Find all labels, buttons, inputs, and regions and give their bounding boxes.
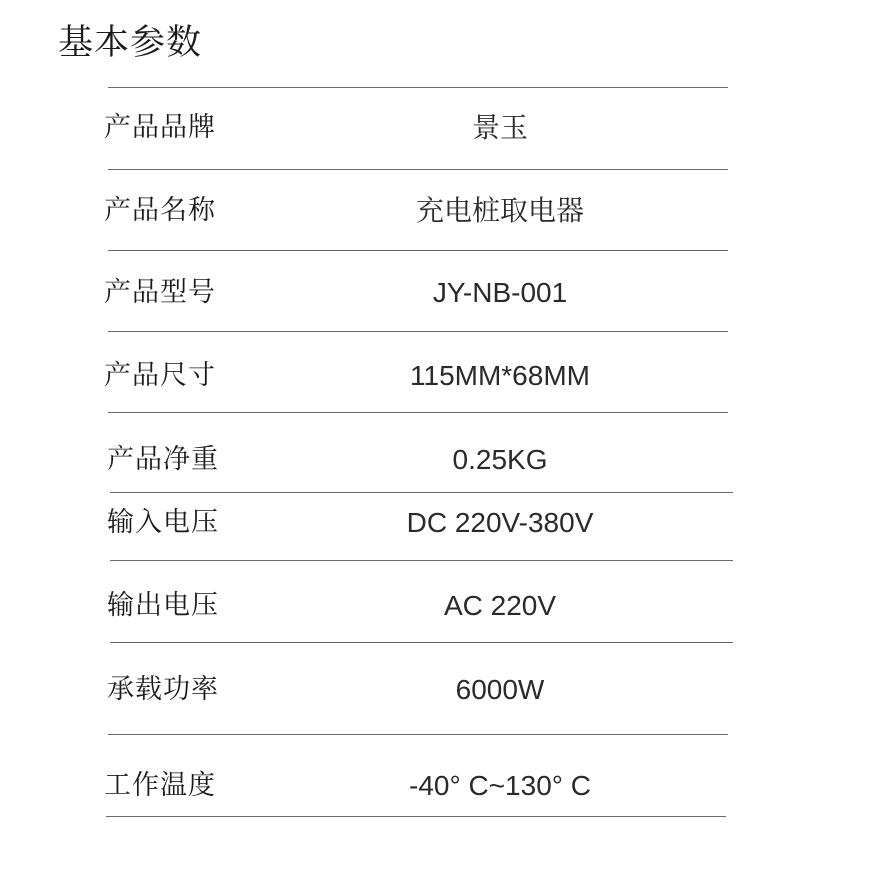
divider — [108, 87, 728, 88]
divider — [110, 492, 733, 493]
row-label: 产品名称 — [104, 195, 216, 226]
row-value: JY-NB-001 — [432, 277, 568, 308]
divider — [108, 412, 728, 413]
row-label: 承载功率 — [107, 674, 219, 705]
row-label: 输出电压 — [107, 590, 219, 621]
divider — [108, 734, 728, 735]
divider — [110, 642, 733, 643]
row-label: 产品净重 — [107, 444, 219, 475]
row-value: 6000W — [455, 674, 545, 705]
row-value: 115MM*68MM — [410, 360, 590, 391]
divider — [108, 331, 728, 332]
row-label: 工作温度 — [104, 770, 216, 801]
row-value: 充电桩取电器 — [415, 194, 584, 227]
row-value: -40° C~130° C — [409, 770, 591, 801]
row-value: DC 220V-380V — [406, 507, 594, 538]
row-value: 0.25KG — [452, 444, 548, 475]
page-title: 基本参数 — [58, 23, 203, 63]
row-value: 景玉 — [471, 111, 528, 144]
row-label: 产品尺寸 — [104, 360, 216, 391]
row-label: 输入电压 — [107, 507, 219, 538]
row-value: AC 220V — [443, 590, 557, 621]
row-label: 产品型号 — [104, 277, 216, 308]
divider — [106, 816, 726, 817]
divider — [108, 169, 728, 170]
row-label: 产品品牌 — [104, 112, 216, 143]
divider — [110, 560, 733, 561]
divider — [108, 250, 728, 251]
